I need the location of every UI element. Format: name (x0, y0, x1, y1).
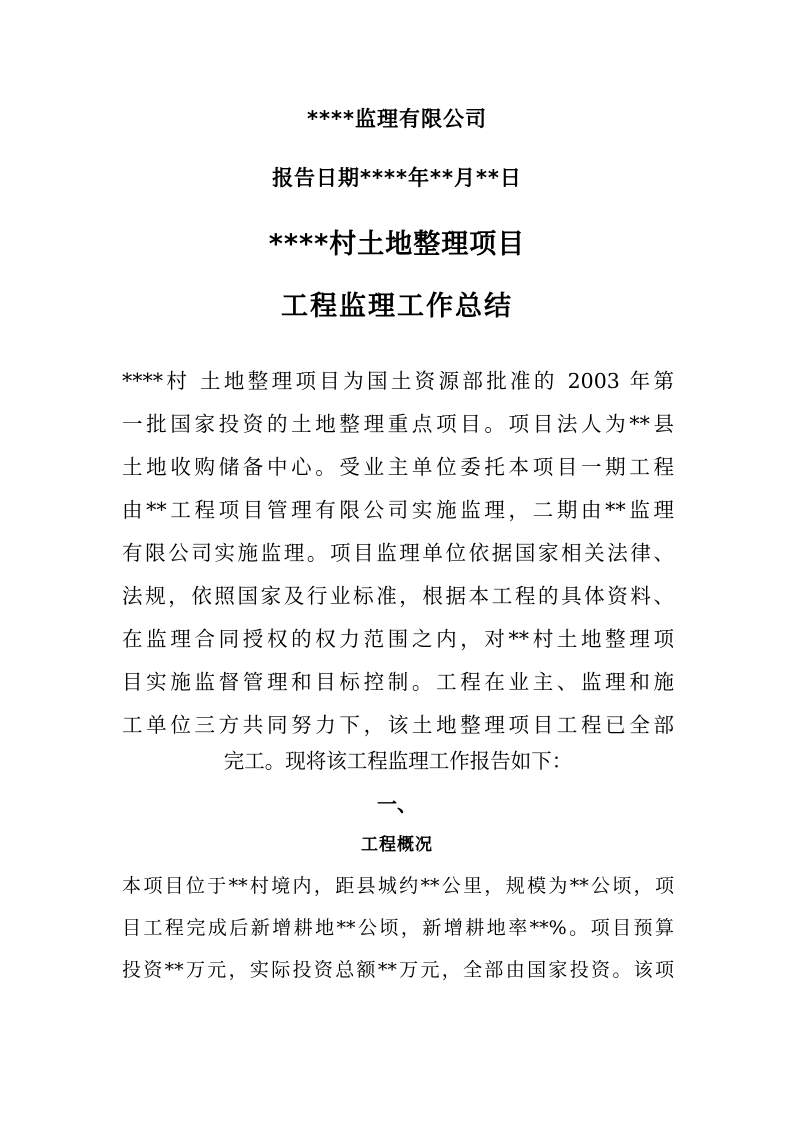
section-number: 一、 (377, 792, 417, 816)
section-heading: 工程概况 (361, 835, 433, 855)
intro-line: ****村 土地整理项目为国土资源部批准的 2003 年第 (122, 369, 674, 393)
intro-line: 土地收购储备中心。受业主单位委托本项目一期工程 (122, 455, 674, 479)
intro-line: 工单位三方共同努力下，该土地整理项目工程已全部 (122, 713, 674, 737)
section-body-line: 目工程完成后新增耕地**公顷，新增耕地率**%。项目预算 (122, 917, 674, 939)
intro-line: 一批国家投资的土地整理重点项目。项目法人为**县 (122, 412, 674, 436)
document-title-line-1: ****村土地整理项目 (268, 229, 526, 260)
intro-line: 目实施监督管理和目标控制。工程在业主、监理和施 (122, 670, 674, 694)
intro-line: 有限公司实施监理。项目监理单位依据国家相关法律、 (122, 541, 674, 565)
intro-line: 由**工程项目管理有限公司实施监理，二期由**监理 (122, 498, 674, 522)
intro-line: 完工。现将该工程监理工作报告如下： (223, 749, 573, 773)
section-body-line: 本项目位于**村境内，距县城约**公里，规模为**公顷，项 (122, 875, 674, 897)
section-body-line: 投资**万元，实际投资总额**万元，全部由国家投资。该项 (122, 959, 674, 981)
intro-line: 法规，依照国家及行业标准，根据本工程的具体资料、 (122, 584, 674, 608)
intro-line: 在监理合同授权的权力范围之内，对**村土地整理项 (122, 627, 674, 651)
report-date: 报告日期****年**月**日 (272, 166, 522, 190)
company-name: ****监理有限公司 (307, 107, 487, 131)
document-title-line-2: 工程监理工作总结 (281, 291, 513, 322)
